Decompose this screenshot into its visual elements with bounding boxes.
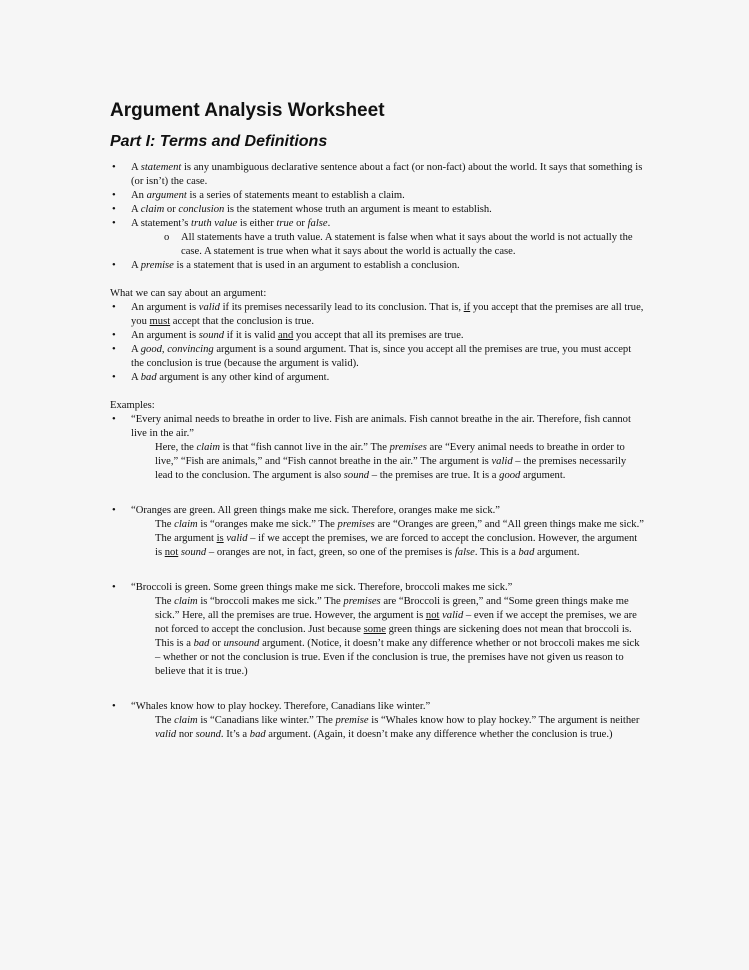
paragraph: What we can say about an argument: xyxy=(110,288,267,299)
bullet-icon: • xyxy=(112,190,116,201)
list-item: • A claim or conclusion is the statement whose truth an argument is meant to establish. xyxy=(112,204,492,215)
definitions-list xyxy=(110,161,645,273)
example-explanation: The claim is “Canadians like winter.” The premise is “Whales know how to play hockey.” The argument is neither valid nor sound. It’s a bad argument. (Again, it doesn’t make any difference whether the conclusion is true.) xyxy=(155,715,640,740)
paragraph: Examples: xyxy=(110,400,155,411)
example-explanation: The claim is “broccoli makes me sick.” The premises are “Broccoli is green,” and “Some green things make me sick.” Here, all the premises are true. However, the argument is not valid – even if we accept the premises, we are not forced to accept the conclusion. Just because some green things are sickening does not mean that broccoli is. This is a bad or unsound argument. (Notice, it doesn’t make any difference whether or not broccoli makes me sick – whether or not the conclusion is true. Even if the conclusion is true, the premises have not given us reason to believe that it is true.) xyxy=(155,596,640,677)
list-item: • A statement is any unambiguous declarative sentence about a fact (or non-fact) about the world. It says that something is (or isn’t) the case. xyxy=(112,162,643,187)
bullet-icon: • xyxy=(112,414,116,425)
example-explanation: Here, the claim is that “fish cannot live in the air.” The premises are “Every animal needs to breathe in order to live,” “Fish are animals,” and “Fish cannot breathe in the air.” The argument is valid – the premises necessarily lead to the conclusion. The argument is also sound – the premises are true. It is a good argument. xyxy=(155,442,627,481)
section-heading: Part I: Terms and Definitions xyxy=(110,133,328,150)
example-item: • “Broccoli is green. Some green things make me sick. Therefore, broccoli makes me sick.” The claim is “broccoli makes me sick.” The premises are “Broccoli is green,” and “Some green things make me sick.” Here, all the premises are true. However, the argument is not valid – even if we accept the premises, we are not forced to accept the conclusion. Just because some green things are sickening does not mean that broccoli is. This is a bad or unsound argument. (Notice, it doesn’t make any difference whether or not broccoli makes me sick – whether or not the conclusion is true. Even if the conclusion is true, the premises have not given us reason to believe that it is true.) xyxy=(110,581,645,700)
sub-list xyxy=(131,231,645,259)
list-item: • A statement’s truth value is either true or false. o All statements have a truth value. A statement is false when what it says about the world is not actually the case. A statement is true when what it says about the world is actually the case. xyxy=(110,217,645,259)
document-content xyxy=(110,100,645,742)
hollow-bullet-icon: o xyxy=(164,232,170,243)
list-item: • An argument is a series of statements meant to establish a claim. xyxy=(112,190,405,201)
bullet-icon: • xyxy=(112,204,116,215)
bullet-icon: • xyxy=(112,260,116,271)
list-item: • A bad argument is any other kind of argument. xyxy=(112,372,330,383)
example-item: • “Whales know how to play hockey. Therefore, Canadians like winter.” The claim is “Canadians like winter.” The premise is “Whales know how to play hockey.” The argument is neither valid nor sound. It’s a bad argument. (Again, it doesn’t make any difference whether the conclusion is true.) xyxy=(110,700,645,742)
bullet-icon: • xyxy=(112,582,116,593)
bullet-icon: • xyxy=(112,218,116,229)
bullet-icon: • xyxy=(112,302,116,313)
bullet-icon: • xyxy=(112,372,116,383)
bullet-icon: • xyxy=(112,505,116,516)
list-item: • An argument is valid if its premises necessarily lead to its conclusion. That is, if you accept that the premises are all true, you must accept that the conclusion is true. xyxy=(112,302,644,327)
example-item: • “Every animal needs to breathe in order to live. Fish are animals. Fish cannot breathe in the air. Therefore, fish cannot live in the air.” Here, the claim is that “fish cannot live in the air.” The premises are “Every animal needs to breathe in order to live,” “Fish are animals,” and “Fish cannot breathe in the air.” The argument is valid – the premises necessarily lead to the conclusion. The argument is also sound – the premises are true. It is a good argument. xyxy=(110,413,645,504)
bullet-icon: • xyxy=(112,162,116,173)
list-item: • A premise is a statement that is used in an argument to establish a conclusion. xyxy=(112,260,460,271)
page-title: Argument Analysis Worksheet xyxy=(110,100,385,121)
example-explanation: The claim is “oranges make me sick.” The premises are “Oranges are green,” and “All green things make me sick.” The argument is valid – if we accept the premises, we are forced to accept the conclusion. However, the argument is not sound – oranges are not, in fact, green, so one of the premises is false. This is a bad argument. xyxy=(155,519,644,558)
bullet-icon: • xyxy=(112,330,116,341)
list-item: • An argument is sound if it is valid and you accept that all its premises are true. xyxy=(112,330,464,341)
list-item: • A good, convincing argument is a sound argument. That is, since you accept all the premises are true, you must accept the conclusion is true (because the argument is valid). xyxy=(112,344,632,369)
sub-list-item: o All statements have a truth value. A statement is false when what it says about the world is not actually the case. A statement is true when what it says about the world is actually the case. xyxy=(164,232,633,257)
bullet-icon: • xyxy=(112,344,116,355)
bullet-icon: • xyxy=(112,701,116,712)
example-item: • “Oranges are green. All green things make me sick. Therefore, oranges make me sick.” The claim is “oranges make me sick.” The premises are “Oranges are green,” and “All green things make me sick.” The argument is valid – if we accept the premises, we are forced to accept the conclusion. However, the argument is not sound – oranges are not, in fact, green, so one of the premises is false. This is a bad argument. xyxy=(112,505,644,558)
examples-list xyxy=(110,413,645,742)
argument-properties-list xyxy=(110,301,645,385)
